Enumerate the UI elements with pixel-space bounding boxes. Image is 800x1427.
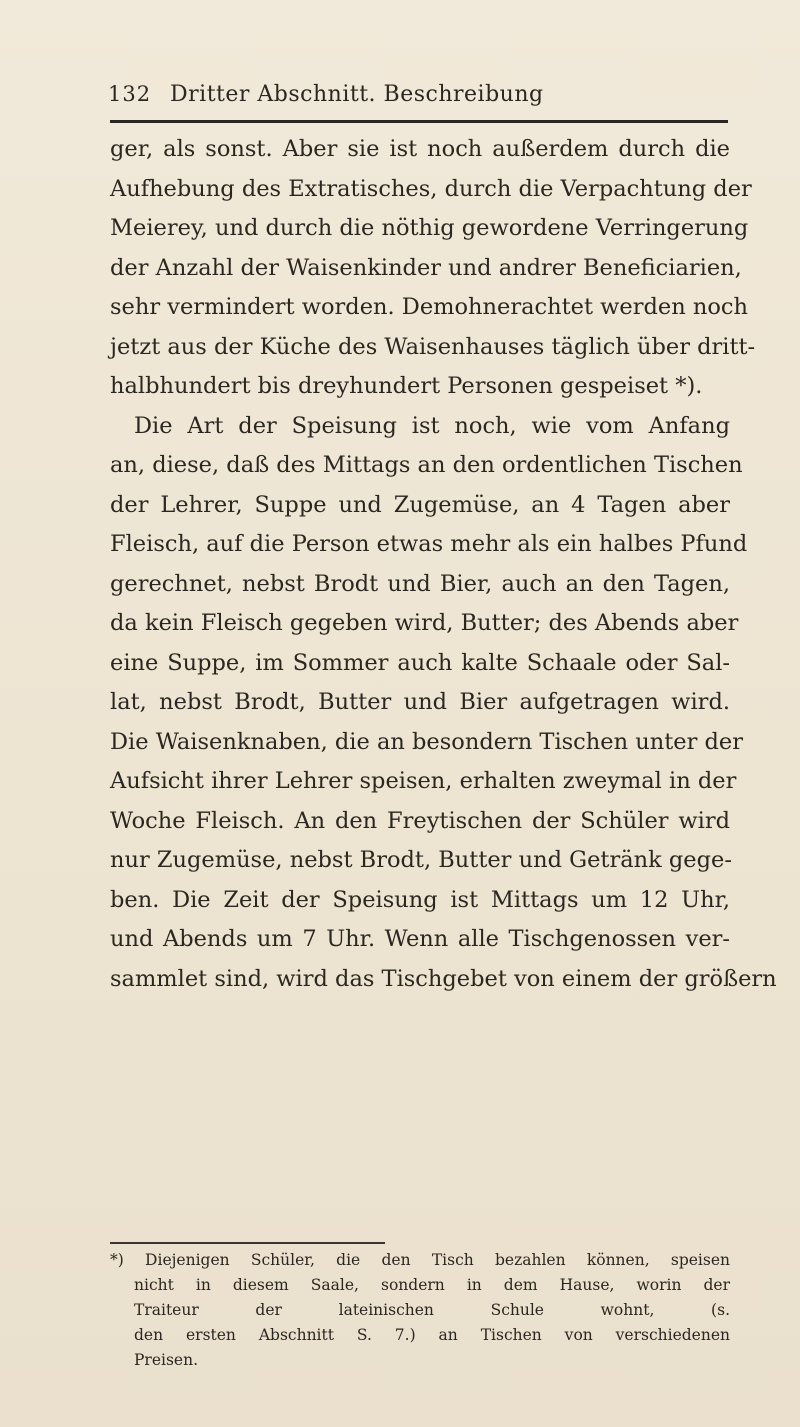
text-line: Woche Fleisch. An den Freytischen der Schüler wird — [110, 807, 730, 834]
text-line: Fleisch, auf die Person etwas mehr als ein halbes Pfund — [110, 531, 748, 557]
header-rule — [110, 120, 728, 123]
text-line: an, diese, daß des Mittags an den ordentlichen Tischen — [110, 452, 743, 478]
text-line: der Lehrer, Suppe und Zugemüse, an 4 Tagen aber — [110, 491, 730, 518]
footnote-line: *) Diejenigen Schüler, die den Tisch bezahlen können, speisen — [110, 1251, 730, 1269]
text-line: halbhundert bis dreyhundert Personen gespeiset *). — [110, 373, 703, 399]
footnotes — [110, 1248, 730, 1373]
text-line: ger, als sonst. Aber sie ist noch außerdem durch die — [110, 136, 730, 162]
footnote-line: Preisen. — [134, 1351, 199, 1369]
text-line: da kein Fleisch gegeben wird, Butter; des Abends aber — [110, 610, 739, 636]
page-header — [108, 82, 728, 118]
text-line: gerechnet, nebst Brodt und Bier, auch an den Tagen, — [110, 570, 730, 597]
footnote-line: nicht in diesem Saale, sondern in dem Hause, worin der — [134, 1276, 730, 1294]
text-line: der Anzahl der Waisenkinder und andrer Beneficiarien, — [110, 254, 742, 281]
main-text — [110, 130, 777, 999]
text-line: Meierey, und durch die nöthig gewordene Verringerung — [110, 215, 749, 241]
text-line: lat, nebst Brodt, Butter und Bier aufgetragen wird. — [110, 689, 730, 715]
text-line: und Abends um 7 Uhr. Wenn alle Tischgenossen ver- — [110, 926, 730, 952]
text-line: Aufsicht ihrer Lehrer speisen, erhalten zweymal in der — [110, 768, 737, 794]
running-head: Dritter Abschnitt. Beschreibung — [170, 82, 544, 107]
footnote-rule — [110, 1242, 385, 1244]
text-line: ben. Die Zeit der Speisung ist Mittags um 12 Uhr, — [110, 886, 730, 913]
footnote-line: den ersten Abschnitt S. 7.) an Tischen von verschiedenen — [134, 1326, 730, 1344]
text-line: nur Zugemüse, nebst Brodt, Butter und Getränk gege- — [110, 847, 732, 873]
text-line: Die Waisenknaben, die an besondern Tischen unter der — [110, 728, 743, 755]
footnote-line: Traiteur der lateinischen Schule wohnt, (s. — [134, 1301, 730, 1319]
text-line: sehr vermindert worden. Demohnerachtet werden noch — [110, 294, 748, 320]
text-line: eine Suppe, im Sommer auch kalte Schaale oder Sal- — [110, 649, 730, 676]
text-line: sammlet sind, wird das Tischgebet von einem der größern — [110, 965, 777, 992]
page-number: 132 — [108, 82, 152, 106]
text-line: Aufhebung des Extratisches, durch die Verpachtung der — [110, 175, 752, 202]
text-line: Die Art der Speisung ist noch, wie vom Anfang — [134, 412, 730, 439]
text-line: jetzt aus der Küche des Waisenhauses täglich über dritt- — [110, 333, 756, 360]
